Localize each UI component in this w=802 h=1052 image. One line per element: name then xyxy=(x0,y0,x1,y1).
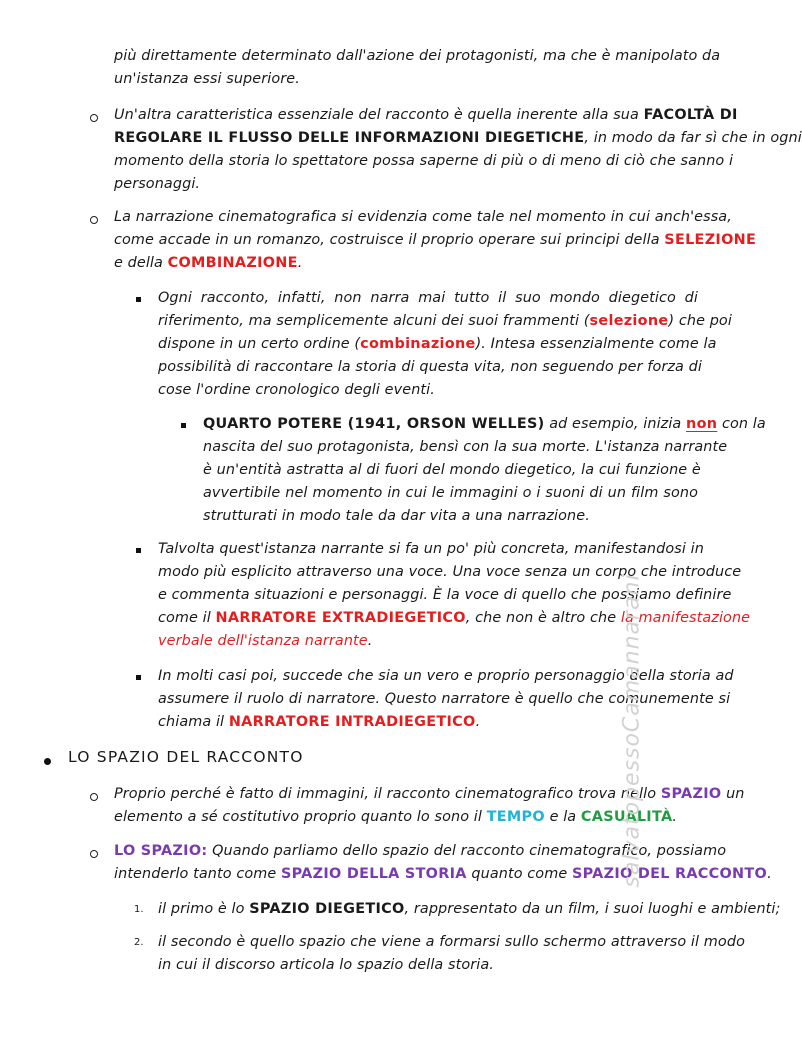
watermark: salvatopessoCamannarani xyxy=(619,572,645,888)
text-line: è un'entità astratta al di fuori del mondo diegetico, la cui funzione è xyxy=(203,462,701,478)
section-heading: LO SPAZIO DEL RACCONTO xyxy=(68,748,304,766)
text-line: Ogni racconto, infatti, non narra mai tutto il suo mondo diegetico di xyxy=(158,290,698,306)
text-line: possibilità di raccontare la storia di questa vita, non seguendo per forza di xyxy=(158,359,702,375)
text-line: La narrazione cinematografica si evidenzia come tale nel momento in cui anch'essa, xyxy=(114,209,732,225)
text-line: in cui il discorso articola lo spazio della storia. xyxy=(158,957,494,973)
text-line: il secondo è quello spazio che viene a formarsi sullo schermo attraverso il modo xyxy=(158,934,745,950)
text-line: QUARTO POTERE (1941, ORSON WELLES) ad esempio, inizia non con la xyxy=(203,416,766,432)
text-line: avvertibile nel momento in cui le immagini o i suoni di un film sono xyxy=(203,485,698,501)
circle-bullet-icon xyxy=(90,850,98,858)
text-line: come accade in un romanzo, costruisce il proprio operare sui principi della SELEZIONE xyxy=(114,232,757,248)
text-line: Proprio perché è fatto di immagini, il racconto cinematografico trova nello SPAZIO un xyxy=(114,786,745,802)
list-number: 2. xyxy=(134,937,144,948)
text-line: come il NARRATORE EXTRADIEGETICO, che non è altro che la manifestazione xyxy=(158,610,751,626)
text-line: dispone in un certo ordine (combinazione). Intesa essenzialmente come la xyxy=(158,336,717,352)
text-line: Talvolta quest'istanza narrante si fa un po' più concreta, manifestandosi in xyxy=(158,541,704,557)
square-bullet-icon xyxy=(136,548,141,553)
circle-bullet-icon xyxy=(90,216,98,224)
text-line: e della COMBINAZIONE. xyxy=(114,255,303,271)
square-bullet-icon xyxy=(136,297,141,302)
text-line: chiama il NARRATORE INTRADIEGETICO. xyxy=(158,714,481,730)
circle-bullet-icon xyxy=(90,114,98,122)
list-number: 1. xyxy=(134,904,144,915)
text-line: riferimento, ma semplicemente alcuni dei suoi frammenti (selezione) che poi xyxy=(158,313,732,329)
square-bullet-icon xyxy=(181,423,186,428)
text-line: nascita del suo protagonista, bensì con la sua morte. L'istanza narrante xyxy=(203,439,728,455)
text-line: momento della storia lo spettatore possa saperne di più o di meno di ciò che sanno i xyxy=(114,153,734,169)
text-line: assumere il ruolo di narratore. Questo narratore è quello che comunemente si xyxy=(158,691,731,707)
text-line: Un'altra caratteristica essenziale del racconto è quella inerente alla sua FACOLTÀ DI xyxy=(114,107,738,123)
square-bullet-icon xyxy=(136,675,141,680)
text-line: modo più esplicito attraverso una voce. Una voce senza un corpo che introduce xyxy=(158,564,742,580)
text-line: REGOLARE IL FLUSSO DELLE INFORMAZIONI DIEGETICHE, in modo da far sì che in ogni xyxy=(114,130,802,146)
text-line: In molti casi poi, succede che sia un vero e proprio personaggio della storia ad xyxy=(158,668,734,684)
circle-bullet-icon xyxy=(90,793,98,801)
text-line: cose l'ordine cronologico degli eventi. xyxy=(158,382,435,398)
text-line: più direttamente determinato dall'azione dei protagonisti, ma che è manipolato da xyxy=(114,48,721,64)
dot-bullet-icon xyxy=(44,758,51,765)
text-line: e commenta situazioni e personaggi. È la voce di quello che possiamo definire xyxy=(158,587,732,603)
text-line: strutturati in modo tale da dar vita a una narrazione. xyxy=(203,508,590,524)
text-line: intenderlo tanto come SPAZIO DELLA STORIA quanto come SPAZIO DEL RACCONTO. xyxy=(114,866,772,882)
text-line: personaggi. xyxy=(114,176,201,192)
text-line: elemento a sé costitutivo proprio quanto lo sono il TEMPO e la CASUALITÀ. xyxy=(114,809,678,825)
text-line: un'istanza essi superiore. xyxy=(114,71,300,87)
text-line: verbale dell'istanza narrante. xyxy=(158,633,373,649)
text-line: LO SPAZIO: Quando parliamo dello spazio del racconto cinematografico, possiamo xyxy=(114,843,727,859)
text-line: il primo è lo SPAZIO DIEGETICO, rappresentato da un film, i suoi luoghi e ambienti; xyxy=(158,901,781,917)
